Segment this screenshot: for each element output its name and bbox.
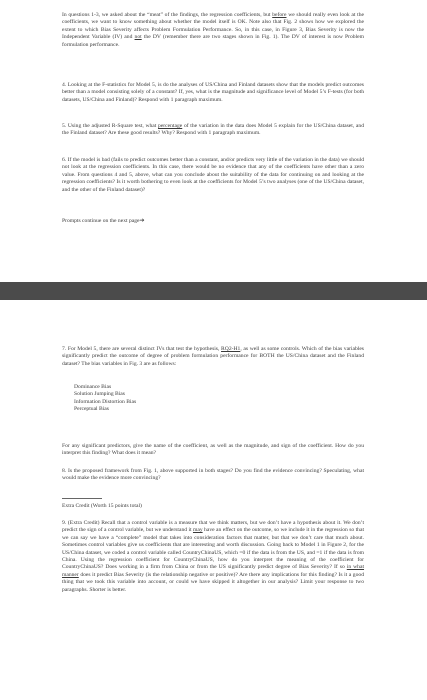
list-item: Information Distortion Bias <box>74 398 137 405</box>
q9-text-1: 9. (Extra Credit) Recall that a control variable is a measure that we think matters, but we don’t have a hypothesis about it. We don’t predict the sign of a control variable, but we understand it <box>62 520 364 534</box>
intro-underline-not: not <box>134 34 142 41</box>
list-item: Solution Jumping Bias <box>74 391 125 398</box>
q7-underline-hypothesis: RQ2-H1 <box>221 346 241 352</box>
question-9 <box>62 520 364 594</box>
section-rule <box>62 498 102 499</box>
q5-text-2: of the variation in the data does Model 5 explain for the US/China dataset, and the Finland dataset? Are these good results? Why? Respond with 1 paragraph maximum. <box>62 123 364 137</box>
significant-predictors-paragraph: For any significant predictors, give the name of the coefficient, as well as the magnitude, and sign of the coefficient. How do you interpret this finding? What does it mean? <box>62 443 364 457</box>
question-4: 4. Looking at the F-statistics for Model 5, is do the analyses of US/China and Finland datasets show that the models predict outcomes better than a model consisting solely of a constant? If, yes, what is the magnitude and significance level of Model 5’s F-tests (for both datasets, US/China and Finland)? Respond with 1 paragraph maximum. <box>62 82 364 103</box>
extra-credit-heading: Extra Credit (Worth 15 points total) <box>62 503 142 509</box>
intro-text-2: we should really even look at the coefficients, we want to know something about whether the model itself is OK. Note also that Fig. 2 shows how we explored the extent to which Bias Severity affects Problem Formulation Performance. So, in this case, in Figure 3, Bias Severity is now the Independent Variable (IV) and <box>62 12 364 41</box>
prompts-continue-note <box>62 217 364 225</box>
q9-text-2: have an effect on the outcome, so we include it in the regression so that we can say we have a “complete” model that takes into consideration factors that matter, but that we don’t care that much about. Sometimes control variables give us coefficients that are interesting and worth discussion. Going back to Model 1 in Figure 2, for the US/China dataset, we coded a control variable called CountryChinaUS, which =0 if the data is from the US, and =1 if the data is from China. Using the regression coefficient for CountryChinaUS, how do you interpret the meaning of the coefficient for CountryChinaUS? Does working in a firm from China or from the US significantly predict degree of Bias Severity? If so <box>62 527 365 571</box>
page-divider <box>0 282 427 300</box>
list-item: Perceptual Bias <box>74 406 109 413</box>
question-8: 8. Is the proposed framework from Fig. 1, above supported in both stages? Do you find the evidence convincing? Speculating, what would make the evidence more convincing? <box>62 468 364 482</box>
list-item: Dominance Bias <box>74 384 112 390</box>
right-arrow-icon: ➔ <box>139 217 145 224</box>
document-page-2 <box>0 300 427 700</box>
bias-variable-list <box>74 384 274 414</box>
intro-paragraph <box>62 12 364 49</box>
question-6: 6. If the model is bad (fails to predict outcomes better than a constant, and/or predicts very little of the variation in the data) we should not look at the regression coefficients. In this case, there would be no evidence that any of the coefficients have other than a zero value. From questions 4 and 5, above, what can you conclude about the suitability of the data for continuing on and looking at the regression coefficients? Is it worth bothering to even look at the coefficients for Model 5’s two analyses (one of the US/China dataset, and the other of the Finland dataset)? <box>62 157 364 193</box>
q7-text-1: 7. For Model 5, there are several distinct IVs that test the hypothesis, <box>62 346 222 352</box>
question-7 <box>62 346 364 368</box>
q5-underline-percentage: percentage <box>158 123 183 129</box>
intro-text-3: the DV (remember there are two stages shown in Fig. 1). The DV of interest is now Problem formulation performance. <box>62 34 364 48</box>
q7-text-2: , as well as some controls. Which of the bias variables significantly predict the outcome of degree of problem formulation performance for BOTH the US/China dataset and the Finland dataset? The bias variables in Fig. 3 are as follows: <box>62 346 364 367</box>
q9-underline-manner: in what manner <box>62 564 365 578</box>
q9-text-3: does it predict Bias Severity (is the relationship negative or positive)? Are there any implications for this finding? Is it a good thing that we took this variable into account, or could we have skipped it altogether in our analysis? Limit your response to two paragraphs. Shorter is better. <box>62 571 364 593</box>
q9-underline-may: may <box>192 527 203 534</box>
document-page-1 <box>0 0 427 282</box>
intro-underline-before: before <box>272 12 287 18</box>
question-5 <box>62 123 364 138</box>
intro-text-1: In questions 1-3, we asked about the “meat” of the findings, the regression coefficients, but <box>62 12 273 18</box>
q5-text-1: 5. Using the adjusted R-Square test, what <box>62 123 159 129</box>
prompts-continue-text: Prompts continue on the next page <box>62 218 140 224</box>
